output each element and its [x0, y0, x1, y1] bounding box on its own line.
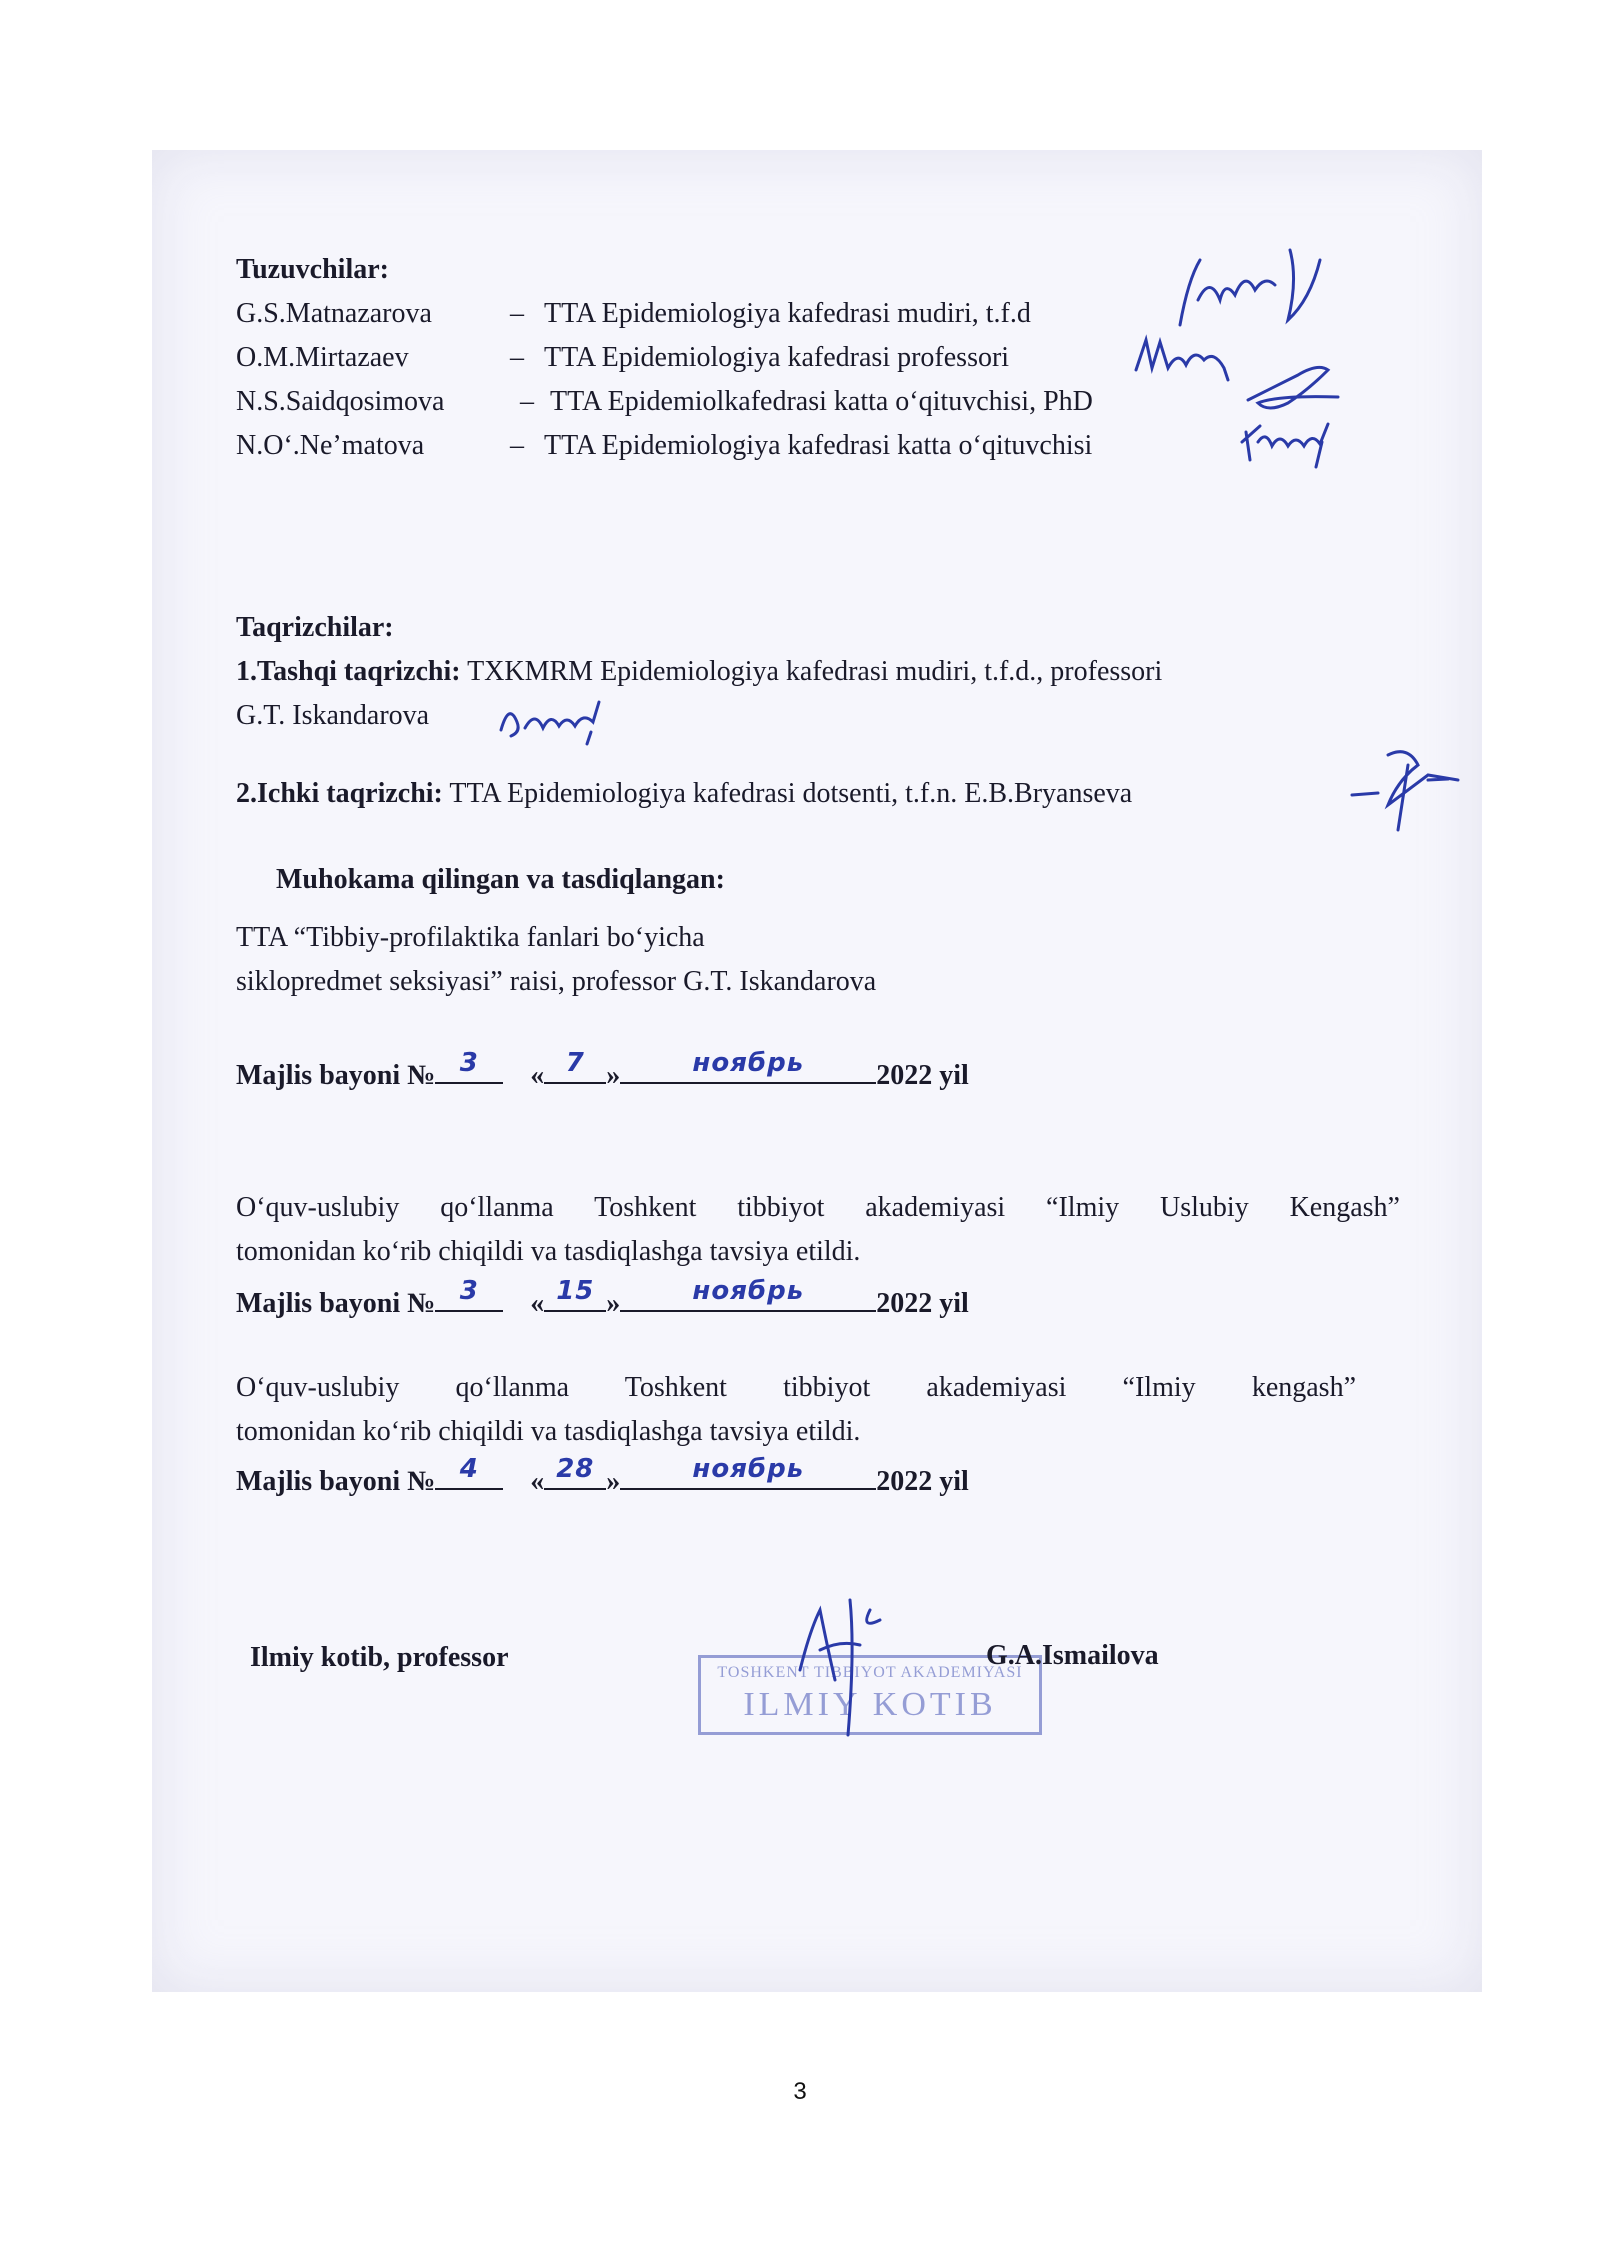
meeting-number: 3 — [459, 1276, 479, 1306]
meeting-month: ноябрь — [692, 1276, 805, 1306]
meeting-number-field — [435, 1454, 503, 1490]
meeting-day-field — [544, 1048, 606, 1084]
meeting-day-field — [544, 1454, 606, 1490]
meeting-year: 2022 yil — [876, 1288, 969, 1319]
recommendation-1-line-2: tomonidan ko‘rib chiqildi va tasdiqlashga tavsiya etildi. — [236, 1236, 861, 1267]
meeting-day: 15 — [556, 1276, 595, 1306]
meeting-day-field — [544, 1276, 606, 1312]
meeting-month: ноябрь — [692, 1048, 805, 1078]
meeting-label: Majlis bayoni № — [236, 1288, 436, 1319]
close-quote: » — [606, 1466, 621, 1497]
internal-reviewer-label: 2.Ichki taqrizchi: — [236, 778, 443, 809]
meeting-month-field — [620, 1276, 876, 1312]
stamp-line-2: ILMIY KOTIB — [743, 1686, 997, 1723]
author-name: N.O‘.Ne’matova — [236, 430, 425, 461]
page-number: 3 — [793, 2078, 807, 2105]
meeting-month-field — [620, 1048, 876, 1084]
signature-iskandarova — [495, 692, 615, 747]
external-reviewer — [236, 650, 1162, 694]
meeting-record — [236, 1454, 969, 1498]
meeting-month: ноябрь — [692, 1454, 805, 1484]
internal-reviewer — [236, 772, 1132, 816]
recommendation-2-line-2: tomonidan ko‘rib chiqildi va tasdiqlashga tavsiya etildi. — [236, 1416, 861, 1447]
close-quote: » — [606, 1288, 621, 1319]
external-reviewer-name: G.T. Iskandarova — [236, 700, 430, 731]
meeting-number: 3 — [459, 1048, 479, 1078]
meeting-day: 7 — [565, 1048, 585, 1078]
close-quote: » — [606, 1060, 621, 1091]
authors-heading: Tuzuvchilar: — [236, 254, 389, 285]
meeting-record — [236, 1048, 969, 1092]
author-role: TTA Epidemiologiya kafedrasi katta o‘qituvchisi — [544, 430, 1093, 461]
signature-nematova — [1236, 412, 1346, 472]
meeting-record — [236, 1276, 969, 1320]
approval-line-2: siklopredmet seksiyasi” raisi, professor G.T. Iskandarova — [236, 966, 877, 997]
meeting-day: 28 — [556, 1454, 595, 1484]
author-dash: – — [510, 430, 524, 461]
author-dash: – — [510, 298, 524, 329]
open-quote: « — [530, 1060, 545, 1091]
open-quote: « — [530, 1288, 545, 1319]
signature-saidqosimova — [1238, 355, 1348, 415]
external-reviewer-text: TXKMRM Epidemiologiya kafedrasi mudiri, t.f.d., professori — [467, 656, 1163, 687]
signature-mirtazaev — [1128, 330, 1238, 390]
open-quote: « — [530, 1466, 545, 1497]
author-dash: – — [520, 386, 534, 417]
author-name: O.M.Mirtazaev — [236, 342, 409, 373]
author-name: N.S.Saidqosimova — [236, 386, 445, 417]
meeting-label: Majlis bayoni № — [236, 1466, 436, 1497]
approval-heading: Muhokama qilingan va tasdiqlangan: — [276, 864, 725, 895]
author-role: TTA Epidemiologiya kafedrasi professori — [544, 342, 1010, 373]
author-dash: – — [510, 342, 524, 373]
author-role: TTA Epidemiologiya kafedrasi mudiri, t.f.d — [544, 298, 1031, 329]
stamp-line-1: TOSHKENT TIBBIYOT AKADEMIYASI — [717, 1664, 1023, 1681]
meeting-month-field — [620, 1454, 876, 1490]
author-name: G.S.Matnazarova — [236, 298, 432, 329]
meeting-number: 4 — [459, 1454, 479, 1484]
secretary-name: G.A.Ismailova — [986, 1640, 1159, 1671]
signature-bryanseva — [1348, 735, 1478, 835]
meeting-year: 2022 yil — [876, 1060, 969, 1091]
secretary-title: Ilmiy kotib, professor — [250, 1642, 509, 1673]
meeting-number-field — [435, 1276, 503, 1312]
signature-ismailova — [780, 1590, 900, 1740]
recommendation-1-line-1: O‘quv-uslubiy qo‘llanma Toshkent tibbiyot akademiyasi “Ilmiy Uslubiy Kengash” — [236, 1192, 1400, 1223]
recommendation-2-line-1: O‘quv-uslubiy qo‘llanma Toshkent tibbiyot akademiyasi “Ilmiy kengash” — [236, 1372, 1356, 1403]
reviewers-heading: Taqrizchilar: — [236, 612, 394, 643]
meeting-number-field — [435, 1048, 503, 1084]
internal-reviewer-text: TTA Epidemiologiya kafedrasi dotsenti, t.f.n. E.B.Bryanseva — [449, 778, 1133, 809]
approval-line-1: TTA “Tibbiy-profilaktika fanlari bo‘yicha — [236, 922, 705, 953]
meeting-label: Majlis bayoni № — [236, 1060, 436, 1091]
author-role: TTA Epidemiolkafedrasi katta o‘qituvchisi, PhD — [550, 386, 1093, 417]
meeting-year: 2022 yil — [876, 1466, 969, 1497]
signature-matnazarova — [1170, 240, 1330, 340]
external-reviewer-label: 1.Tashqi taqrizchi: — [236, 656, 461, 687]
